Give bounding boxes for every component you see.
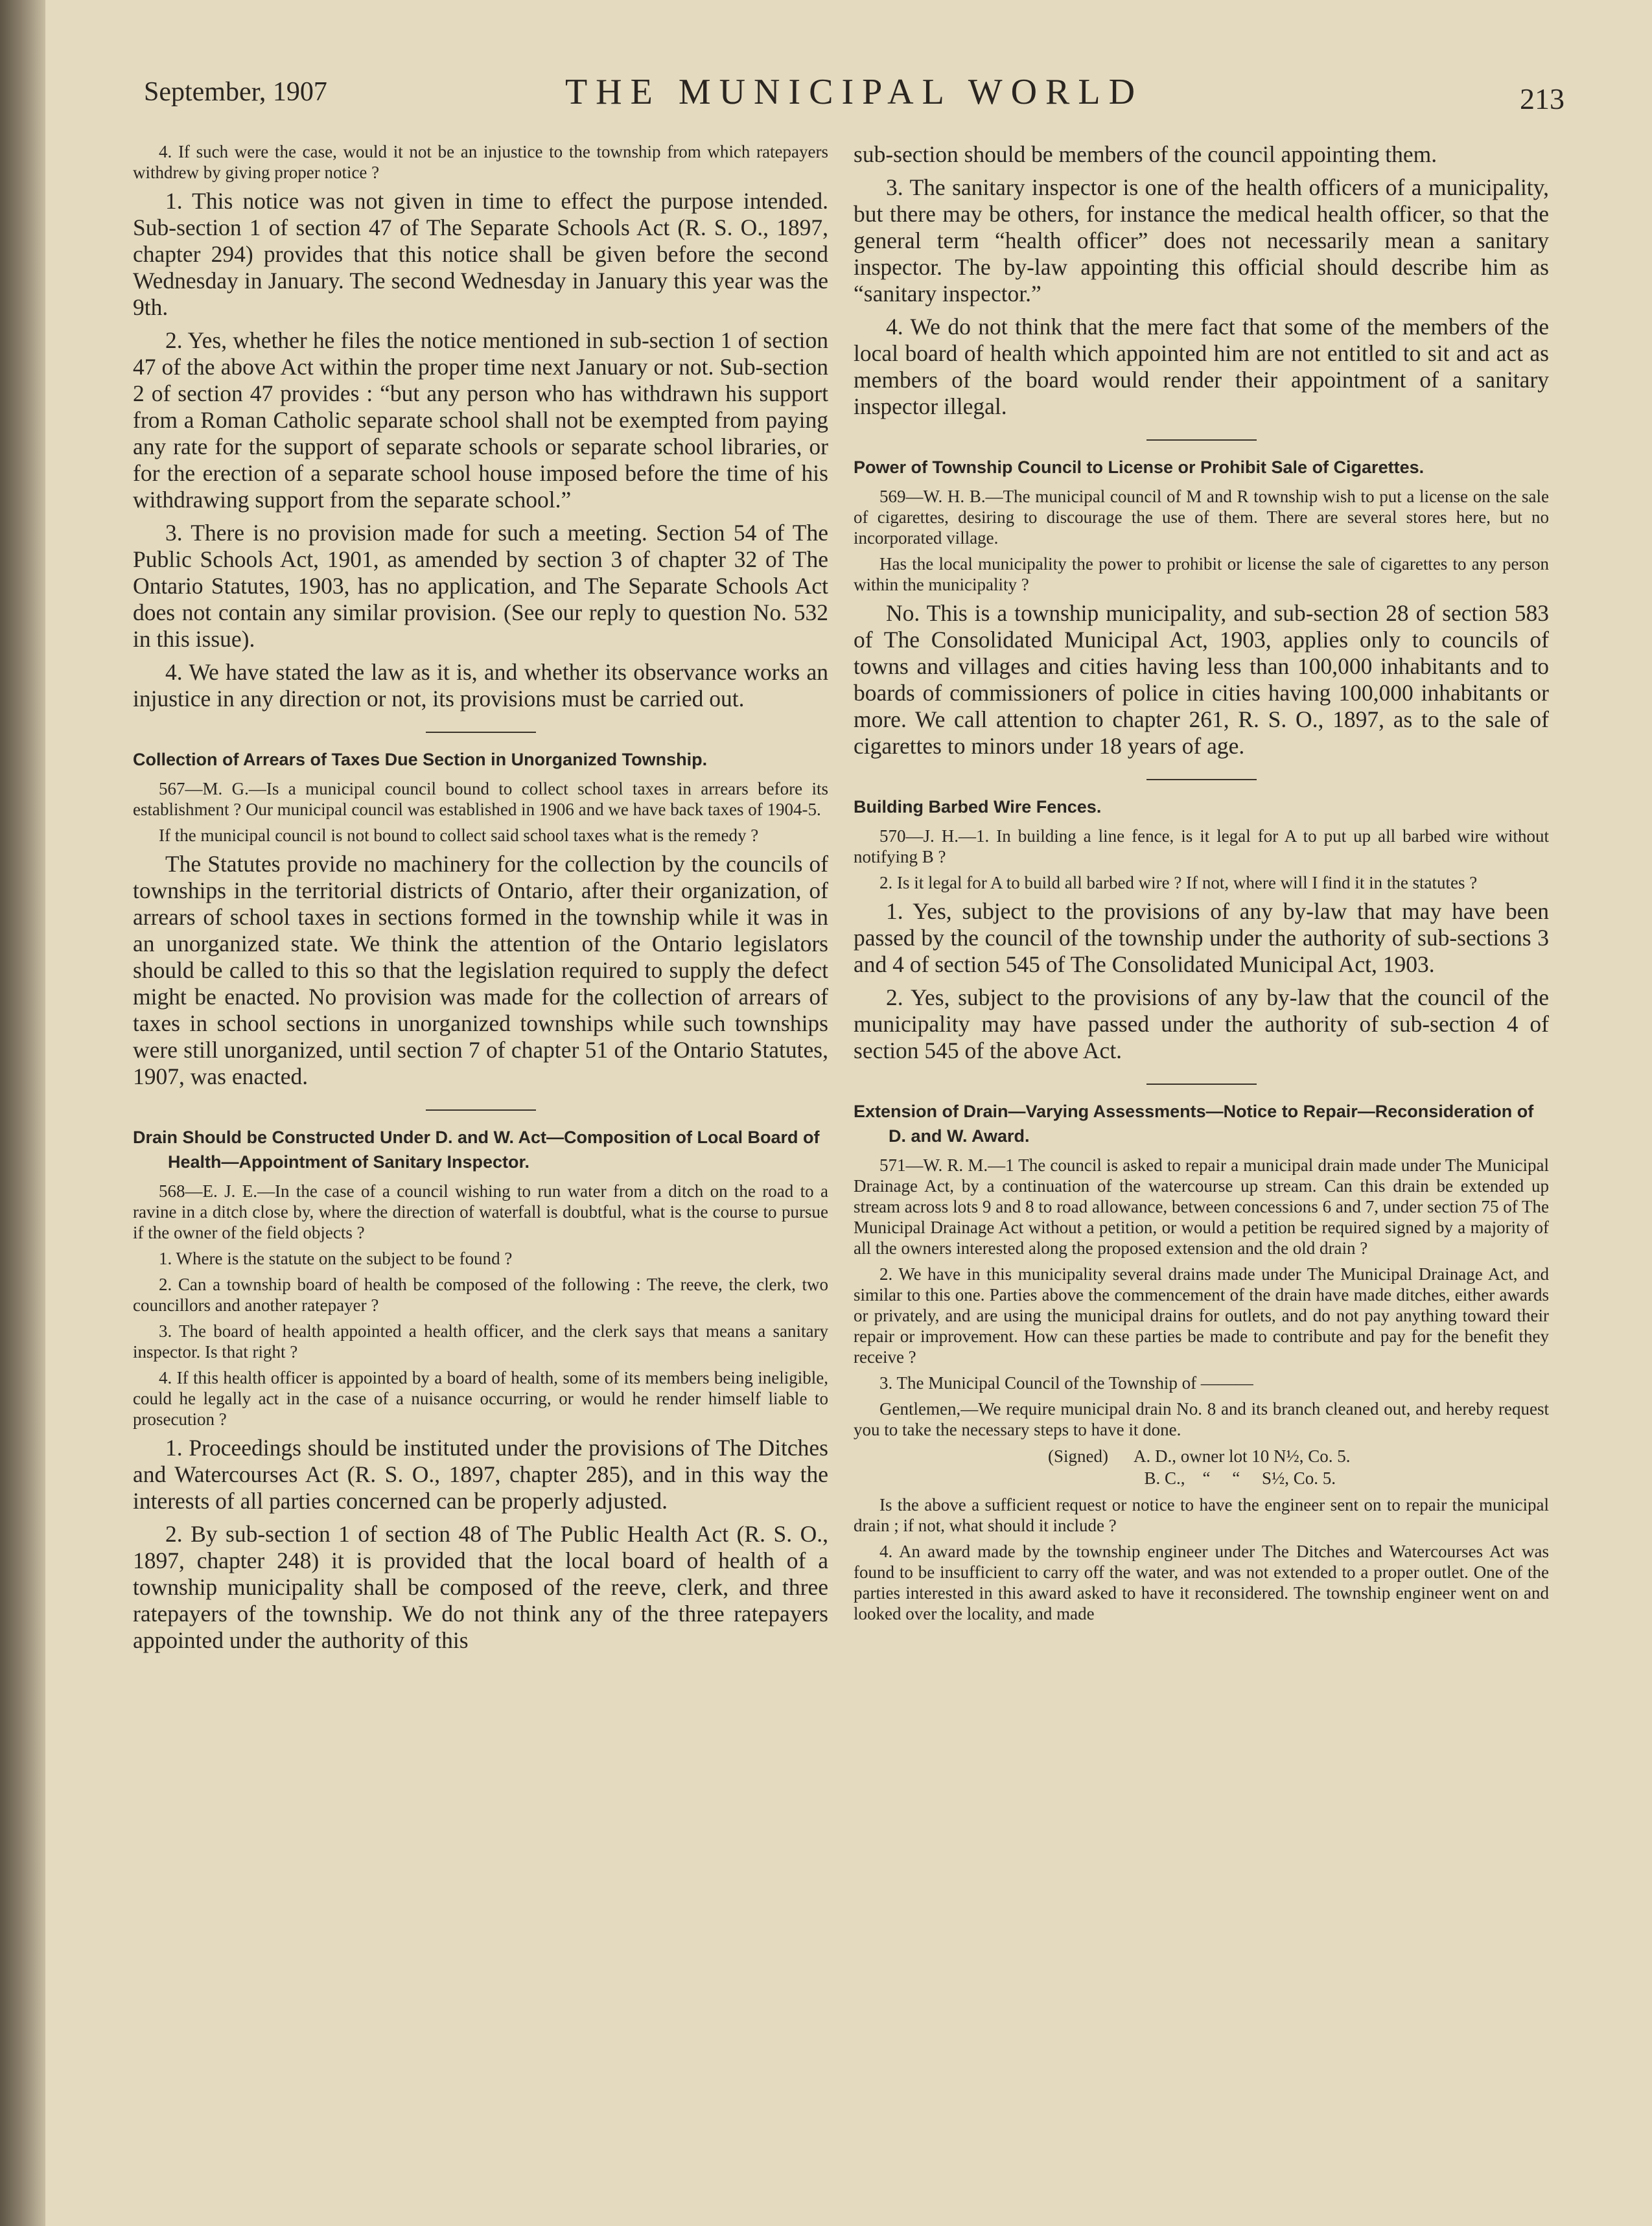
answer-paragraph: 2. By sub-section 1 of section 48 of The Public Health Act (R. S. O., 1897, chapter 248) it is provided that the local board of health of a township municipality shall be composed of the reeve, clerk, and three ratepayers of the township. We do not think any of the three ratepayers appointed under the authority of this: [133, 1521, 828, 1653]
question-text: 4. If such were the case, would it not be an injustice to the township from which ratepayers withdrew by giving proper notice ?: [133, 142, 828, 182]
section-heading: Extension of Drain—Varying Assessments—Notice to Repair—Reconsideration of D. and W. Award.: [854, 1102, 1534, 1146]
question-text: 4. If this health officer is appointed by a board of health, some of its members being ineligible, could he legally act in the case of a nuisance occurring, or would he render himself liable to prosecution ?: [133, 1368, 828, 1429]
question-text: 2. Is it legal for A to build all barbed wire ? If not, where will I find it in the statutes ?: [879, 873, 1478, 892]
question-text: 2. Can a township board of health be composed of the following : The reeve, the clerk, two councillors and another ratepayer ?: [133, 1275, 828, 1315]
question-text: If the municipal council is not bound to collect said school taxes what is the remedy ?: [159, 826, 759, 845]
answer-paragraph: 3. There is no provision made for such a meeting. Section 54 of The Public Schools Act, 1901, as amended by section 3 of chapter 32 of The Ontario Statutes, 1903, has no application, and The Separate Schools Act does not contain any similar provision. (See our reply to question No. 532 in this issue).: [133, 520, 828, 652]
answer-paragraph: 1. Yes, subject to the provisions of any by-law that may have been passed by the council of the township under the authority of sub-sections 3 and 4 of section 545 of The Consolidated Municipal Act, 1903.: [854, 898, 1549, 977]
question-text: Is the above a sufficient request or notice to have the engineer sent on to repair the municipal drain ; if not, what should it include ?: [854, 1495, 1549, 1535]
question-text: 1. Where is the statute on the subject to be found ?: [159, 1249, 513, 1268]
section-heading: Drain Should be Constructed Under D. and W. Act—Composition of Local Board of Health—Appointment of Sanitary Inspector.: [133, 1128, 820, 1172]
section-heading: Building Barbed Wire Fences.: [854, 797, 1102, 817]
right-column: [854, 141, 1549, 1629]
section-divider: [1146, 439, 1257, 441]
page-header: [144, 72, 1565, 128]
answer-paragraph: No. This is a township municipality, and sub-section 28 of section 583 of The Consolidated Municipal Act, 1903, applies only to councils of towns and villages and cities having less than 100,000 inhabitants and to boards of commissioners of police in cities having 100,000 inhabitants or more. We call attention to chapter 261, R. S. O., 1897, as to the sale of cigarettes to minors under 18 years of age.: [854, 600, 1549, 759]
answer-paragraph: 4. We have stated the law as it is, and whether its observance works an injustice in any direction or not, its provisions must be carried out.: [133, 659, 828, 712]
book-spine-shadow: [0, 0, 45, 2226]
question-text: 570—J. H.—1. In building a line fence, is it legal for A to put up all barbed wire without notifying B ?: [854, 826, 1549, 866]
question-text: 4. An award made by the township engineer under The Ditches and Watercourses Act was found to be insufficient to carry off the water, and was not extended to a proper outlet. One of the parties interested in this award asked to have it reconsidered. The township engineer went on and looked over the locality, and made: [854, 1542, 1549, 1623]
signature-block: (Signed) A. D., owner lot 10 N½, Co. 5. B. C., “ “ S½, Co. 5.: [1048, 1446, 1351, 1488]
question-text: Has the local municipality the power to prohibit or license the sale of cigarettes to any person within the municipality ?: [854, 554, 1549, 594]
section-divider: [1146, 779, 1257, 780]
section-heading: Power of Township Council to License or Prohibit Sale of Cigarettes.: [854, 458, 1425, 477]
question-text: 3. The Municipal Council of the Township of ———: [879, 1373, 1253, 1393]
question-text: 569—W. H. B.—The municipal council of M and R township wish to put a license on the sale of cigarettes, desiring to discourage the use of them. There are several stores here, but no incorporated village.: [854, 487, 1549, 548]
answer-paragraph: 3. The sanitary inspector is one of the health officers of a municipality, but there may be others, for instance the medical health officer, so that the general term “health officer” does not necessarily mean a sanitary inspector. The by-law appointing this official should describe him as “sanitary inspector.”: [854, 174, 1549, 307]
section-divider: [426, 1109, 536, 1111]
answer-paragraph: The Statutes provide no machinery for the collection by the councils of townships in the territorial districts of Ontario, after their organization, of arrears of school taxes in sections formed in the township while it was in an unorganized state. We think the attention of the Ontario legislators should be called to this so that the legislation required to supply the defect might be enacted. No provision was made for the collection of arrears of taxes in school sections in unorganized townships while such townships were still unorganized, until section 7 of chapter 51 of the Ontario Statutes, 1907, was enacted.: [133, 851, 828, 1089]
question-text: 568—E. J. E.—In the case of a council wishing to run water from a ditch on the road to a ravine in a ditch close by, where the direction of waterfall is doubtful, what is the course to pursue if the owner of the field objects ?: [133, 1181, 828, 1242]
question-text: 3. The board of health appointed a health officer, and the clerk says that means a sanitary inspector. Is that right ?: [133, 1321, 828, 1362]
answer-paragraph: 1. Proceedings should be instituted under the provisions of The Ditches and Watercourses Act (R. S. O., 1897, chapter 285), and in this way the interests of all parties concerned can be properly adjusted.: [133, 1435, 828, 1514]
question-text: 571—W. R. M.—1 The council is asked to repair a municipal drain made under The Municipal Drainage Act, by a continuation of the watercourse up stream. Can this drain be extended up stream across lots 9 and 8 to road allowance, between concessions 6 and 7, under section 75 of The Municipal Drainage Act without a petition, or would a petition be required signed by a majority of all the owners interested along the proposed extension and the old drain ?: [854, 1155, 1549, 1258]
section-divider: [426, 732, 536, 733]
question-text: Gentlemen,—We require municipal drain No. 8 and its branch cleaned out, and hereby request you to take the necessary steps to have it done.: [854, 1399, 1549, 1439]
question-text: 2. We have in this municipality several drains made under The Municipal Drainage Act, and similar to this one. Parties above the commencement of the drain have made ditches, either awards or privately, and are using the municipal drains for outlets, and do not pay anything toward their repair or improvement. How can these parties be made to contribute and pay for the benefit they receive ?: [854, 1264, 1549, 1367]
answer-paragraph: 2. Yes, subject to the provisions of any by-law that the council of the municipality may have passed under the authority of sub-section 4 of section 545 of the above Act.: [854, 984, 1549, 1063]
question-text: 567—M. G.—Is a municipal council bound to collect school taxes in arrears before its establishment ? Our municipal council was established in 1906 and we have back taxes of 1904-5.: [133, 779, 828, 819]
section-divider: [1146, 1084, 1257, 1085]
page-number: 213: [1520, 82, 1565, 115]
publication-title: THE MUNICIPAL WORLD: [564, 72, 1144, 112]
answer-paragraph: sub-section should be members of the council appointing them.: [854, 141, 1437, 167]
answer-paragraph: 4. We do not think that the mere fact that some of the members of the local board of health which appointed him are not entitled to sit and act as members of the board would render their appointment of a sanitary inspector illegal.: [854, 314, 1549, 419]
section-heading: Collection of Arrears of Taxes Due Section in Unorganized Township.: [133, 750, 708, 769]
left-column: [133, 141, 828, 1660]
issue-date: September, 1907: [144, 77, 327, 107]
answer-paragraph: 2. Yes, whether he files the notice mentioned in sub-section 1 of section 47 of the above Act within the proper time next January or not. Sub-section 2 of section 47 provides : “but any person who has withdrawn his support from a Roman Catholic separate school shall not be exempted from paying any rate for the support of separate schools or separate school libraries, or for the erection of a separate school house imposed before the time of his withdrawing support from the separate school.”: [133, 327, 828, 513]
answer-paragraph: 1. This notice was not given in time to effect the purpose intended. Sub-section 1 of section 47 of The Separate Schools Act (R. S. O., 1897, chapter 294) provides that this notice shall be given before the second Wednesday in January. The second Wednesday in January this year was the 9th.: [133, 188, 828, 320]
